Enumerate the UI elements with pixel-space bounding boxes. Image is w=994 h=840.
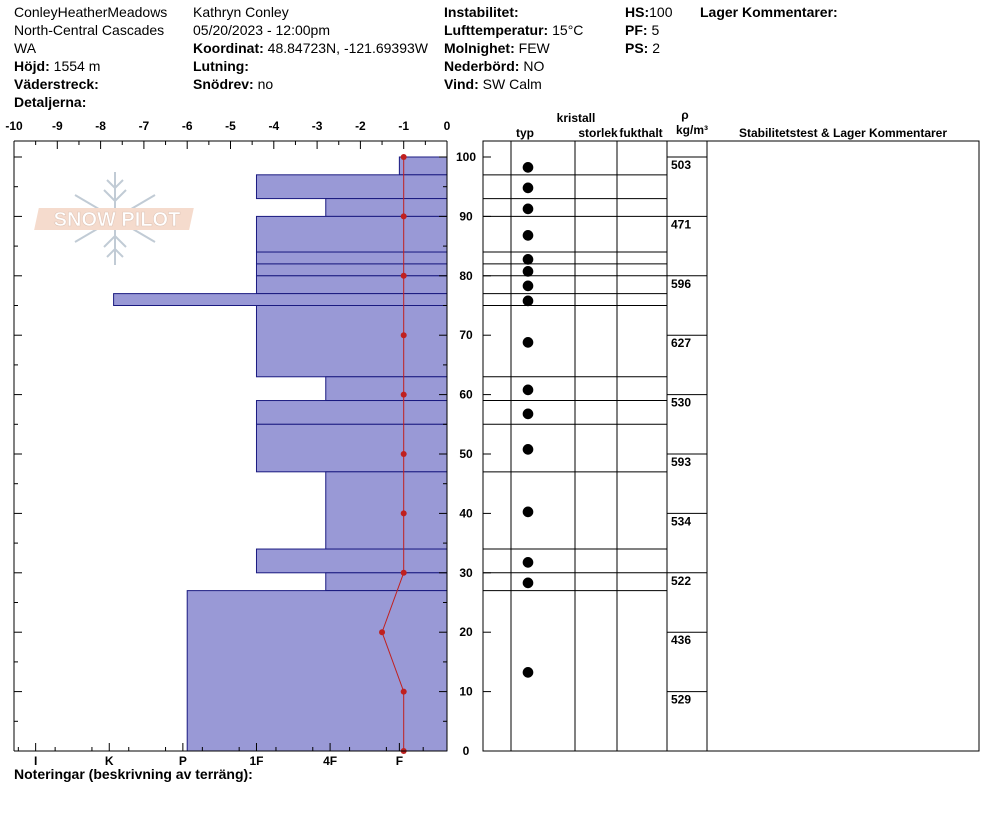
temperature-axis <box>5 119 450 149</box>
table-frame <box>483 141 979 751</box>
temp-tick-label-4: -6 <box>181 119 193 133</box>
moisture-header: fukthalt <box>619 126 663 140</box>
crystal-symbol-14: ● <box>521 574 535 591</box>
hardness-layer-0 <box>399 157 447 175</box>
depth-tick-label-5: 50 <box>459 447 473 461</box>
temp-tick-label-6: -4 <box>268 119 280 133</box>
density-value-4: 530 <box>671 395 692 410</box>
crystal-symbol-7: ● <box>521 292 535 309</box>
hardness-tick-label-4: 4F <box>323 754 338 768</box>
hardness-layer-12 <box>326 472 447 549</box>
depth-tick-label-6: 60 <box>459 387 473 402</box>
crystal-symbol-4: ● <box>521 250 535 267</box>
depth-tick-label-1: 10 <box>459 684 473 699</box>
crystal-header: kristall <box>556 111 596 125</box>
crystal-symbol-11: ● <box>521 441 535 458</box>
snowpilot-logo <box>34 172 194 265</box>
ski-penetration: PS: 2 <box>625 40 661 56</box>
hardness-layer-11 <box>256 424 447 472</box>
crystal-symbol-1: ● <box>521 179 535 196</box>
crystal-symbol-2: ● <box>521 200 535 217</box>
crystal-symbol-5: ● <box>521 262 535 279</box>
hardness-layer-2 <box>326 199 447 217</box>
hardness-layer-7 <box>114 294 447 306</box>
wind-loading: Snödrev: no <box>193 76 274 92</box>
details: Detaljerna: <box>14 94 87 110</box>
density-value-3: 627 <box>671 336 692 351</box>
density-unit-header: kg/m³ <box>675 123 709 137</box>
hardness-layer-8 <box>256 306 447 377</box>
density-value-9: 529 <box>671 692 692 707</box>
crystal-symbol-9: ● <box>521 381 535 398</box>
hardness-tick-label-2: P <box>178 754 187 768</box>
hardness-layer-4 <box>256 252 447 264</box>
density-value-1: 471 <box>671 217 692 232</box>
density-value-7: 522 <box>671 573 692 588</box>
logo-text: SNOW PILOT <box>53 209 181 231</box>
crystal-symbol-12: ● <box>521 503 535 520</box>
temp-tick-label-8: -2 <box>355 119 366 133</box>
temp-tick-label-1: -9 <box>51 119 63 133</box>
temp-tick-label-5: -5 <box>225 119 236 133</box>
depth-tick-label-3: 30 <box>459 565 473 580</box>
depth-tick-label-4: 40 <box>459 506 473 521</box>
precipitation: Nederbörd: NO <box>444 58 545 74</box>
temperature-point-6 <box>401 510 407 516</box>
slope: Lutning: <box>193 58 249 74</box>
depth-tick-label-2: 20 <box>459 625 473 640</box>
observer-name: Kathryn Conley <box>193 4 289 20</box>
temperature-point-7 <box>401 570 407 576</box>
density-value-2: 596 <box>671 276 692 291</box>
depth-tick-label-10: 100 <box>455 150 477 164</box>
hardness-tick-label-3: 1F <box>249 754 264 768</box>
temperature-point-5 <box>401 451 407 457</box>
terrain-notes-label: Noteringar (beskrivning av terräng): <box>14 766 253 782</box>
temperature-point-0 <box>401 154 407 160</box>
density-value-0: 503 <box>671 158 692 172</box>
instability: Instabilitet: <box>444 4 519 20</box>
hardness-layer-1 <box>256 175 447 199</box>
hardness-layer-3 <box>256 216 447 252</box>
crystal-symbol-15: ● <box>521 663 535 680</box>
temperature-point-3 <box>401 332 407 338</box>
hardness-layer-14 <box>326 573 447 591</box>
density-value-5: 593 <box>671 455 692 469</box>
temp-tick-label-10: 0 <box>443 119 451 133</box>
temp-tick-label-9: -1 <box>398 119 410 133</box>
snow-height: HS:100 <box>625 4 673 20</box>
density-values <box>667 157 707 707</box>
hardness-tick-label-5: F <box>395 754 404 768</box>
crystal-symbol-6: ● <box>521 277 535 294</box>
size-header: storlek <box>578 126 618 140</box>
crystal-symbol-0: ● <box>521 158 535 175</box>
layer-table <box>483 141 979 751</box>
crystal-symbol-10: ● <box>521 405 535 422</box>
hardness-layers <box>114 157 447 751</box>
depth-tick-label-0: 0 <box>462 744 470 758</box>
temp-tick-label-0: -10 <box>5 119 23 133</box>
sky-cover: Molnighet: FEW <box>444 40 550 56</box>
type-header: typ <box>516 126 534 140</box>
crystal-symbol-13: ● <box>521 553 535 570</box>
hardness-layer-15 <box>187 591 447 751</box>
state-name: WA <box>14 40 37 56</box>
depth-tick-label-8: 80 <box>459 268 473 283</box>
elevation: Höjd: 1554 m <box>14 58 101 74</box>
aspect: Väderstreck: <box>14 76 99 92</box>
temp-tick-label-3: -7 <box>138 119 150 133</box>
layer-comments-label: Lager Kommentarer: <box>700 4 838 20</box>
hardness-layer-6 <box>256 276 447 294</box>
hardness-tick-label-0: I <box>33 754 38 768</box>
temperature-point-9 <box>401 689 407 695</box>
stability-header: Stabilitetstest & Lager Kommentarer <box>738 126 948 140</box>
crystal-symbol-8: ● <box>521 334 535 351</box>
temperature-point-4 <box>401 392 407 398</box>
temperature-point-1 <box>401 213 407 219</box>
temp-tick-label-2: -8 <box>95 119 106 133</box>
coordinates: Koordinat: 48.84723N, -121.69393W <box>193 40 428 56</box>
temperature-point-8 <box>379 629 385 635</box>
depth-tick-label-9: 90 <box>459 209 473 224</box>
wind: Vind: SW Calm <box>444 76 542 92</box>
density-value-8: 436 <box>671 633 692 648</box>
foot-penetration: PF: 5 <box>625 22 660 38</box>
temperature-point-2 <box>401 273 407 279</box>
density-value-6: 534 <box>671 514 692 529</box>
crystal-symbol-3: ● <box>521 227 535 244</box>
temp-tick-label-7: -3 <box>311 119 323 133</box>
hardness-layer-5 <box>256 264 447 276</box>
region-name: North-Central Cascades <box>14 22 165 38</box>
observation-datetime: 05/20/2023 - 12:00pm <box>193 22 330 38</box>
hardness-layer-10 <box>256 401 447 425</box>
location-name: ConleyHeatherMeadows <box>14 4 168 20</box>
hardness-tick-label-1: K <box>104 754 114 768</box>
rho-header: ρ <box>681 108 689 122</box>
air-temperature: Lufttemperatur: 15°C <box>444 22 584 38</box>
hardness-layer-13 <box>256 549 447 573</box>
hardness-layer-9 <box>326 377 447 401</box>
depth-tick-label-7: 70 <box>459 328 473 343</box>
